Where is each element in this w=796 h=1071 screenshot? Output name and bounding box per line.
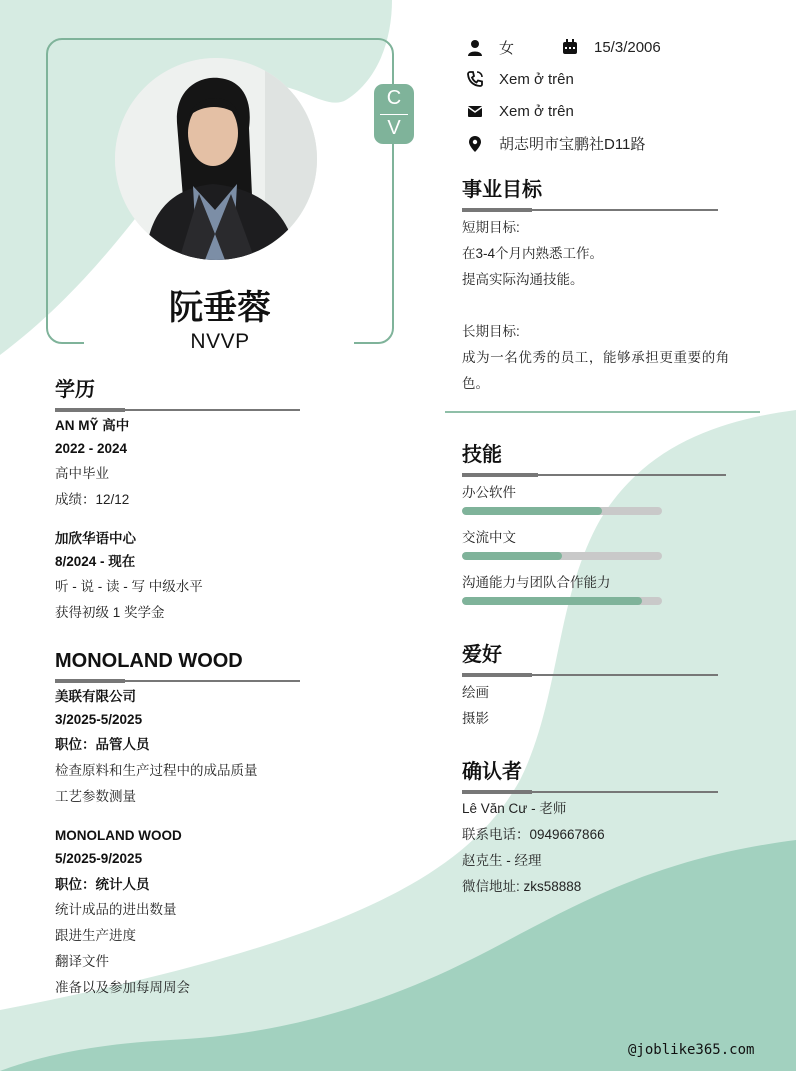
education-line: 获得初级 1 奖学金 <box>55 605 165 620</box>
cv-badge <box>374 84 414 144</box>
person-icon <box>465 38 485 58</box>
calendar-icon <box>560 37 580 57</box>
education-school: 加欣华语中心 <box>55 531 136 546</box>
cv-badge-divider <box>380 114 408 115</box>
references-rule <box>462 790 718 794</box>
experience-position: 职位：统计人员 <box>55 877 150 892</box>
objective-long-2: 色。 <box>462 376 489 391</box>
skill-label-office: 办公软件 <box>462 485 516 500</box>
education-title: 学历 <box>55 379 95 401</box>
reference-line: 联系电话：0949667866 <box>462 827 605 842</box>
experience-company: MONOLAND WOOD <box>55 828 182 843</box>
experience-company: 美联有限公司 <box>55 689 136 704</box>
hobby-item: 绘画 <box>462 685 489 700</box>
skill-bar-office-fill <box>462 507 602 515</box>
experience-period: 3/2025-5/2025 <box>55 712 143 727</box>
skill-bar-chinese-fill <box>462 552 562 560</box>
gender-value: 女 <box>499 40 515 57</box>
section-skills <box>462 443 726 477</box>
reference-line: Lê Văn Cư - 老师 <box>462 801 567 816</box>
contact-address <box>465 133 645 154</box>
candidate-role: NVVP <box>190 330 250 353</box>
experience-rule <box>55 679 300 683</box>
skill-bar-teamwork <box>462 597 662 605</box>
birthdate-value: 15/3/2006 <box>594 38 661 56</box>
skill-bar-office <box>462 507 662 515</box>
skill-bar-chinese <box>462 552 662 560</box>
experience-period: 5/2025-9/2025 <box>55 851 143 866</box>
objective-title: 事业目标 <box>462 179 542 201</box>
profile-photo <box>115 58 317 260</box>
contact-phone <box>465 69 574 89</box>
location-pin-icon <box>465 134 485 154</box>
cv-badge-c: C <box>386 87 402 109</box>
skill-bar-teamwork-fill <box>462 597 642 605</box>
objective-rule <box>462 208 718 212</box>
reference-line: 微信地址: zks58888 <box>462 879 582 894</box>
objective-short-2: 提高实际沟通技能。 <box>462 272 584 287</box>
skill-label-teamwork: 沟通能力与团队合作能力 <box>462 575 611 590</box>
experience-position: 职位：品管人员 <box>55 737 150 752</box>
email-value: Xem ở trên <box>499 102 574 120</box>
section-experience <box>55 649 300 683</box>
candidate-name: 阮垂蓉 <box>169 289 271 327</box>
cv-badge-v: V <box>387 117 401 139</box>
hobbies-rule <box>462 673 718 677</box>
contact-gender <box>465 37 514 58</box>
skills-rule <box>462 473 726 477</box>
experience-line: 准备以及参加每周周会 <box>55 980 190 995</box>
section-objective <box>462 178 718 212</box>
contact-birthdate <box>560 37 661 57</box>
phone-value: Xem ở trên <box>499 70 574 88</box>
education-school: AN MỸ 高中 <box>55 418 130 433</box>
references-title: 确认者 <box>462 761 522 783</box>
education-line: 听 - 说 - 读 - 写 中级水平 <box>55 579 203 594</box>
objective-long-1: 成为一名优秀的员工，能够承担更重要的角 <box>462 350 730 365</box>
experience-line: 翻译文件 <box>55 954 109 969</box>
education-rule <box>55 408 300 412</box>
skills-title: 技能 <box>462 444 502 466</box>
address-value: 胡志明市宝鹏社D11路 <box>499 136 646 153</box>
experience-line: 工艺参数测量 <box>55 789 136 804</box>
experience-line: 统计成品的进出数量 <box>55 902 177 917</box>
objective-long-label: 长期目标: <box>462 324 520 339</box>
objective-short-label: 短期目标: <box>462 220 520 235</box>
reference-line: 赵克生 - 经理 <box>462 853 542 868</box>
skill-label-chinese: 交流中文 <box>462 530 516 545</box>
right-column-divider <box>445 411 760 413</box>
hobbies-title: 爱好 <box>462 644 502 666</box>
phone-icon <box>465 69 485 89</box>
objective-short-1: 在3-4个月内熟悉工作。 <box>462 246 604 261</box>
section-references <box>462 760 718 794</box>
education-line: 高中毕业 <box>55 466 109 481</box>
experience-line: 跟进生产进度 <box>55 928 136 943</box>
hobby-item: 摄影 <box>462 711 489 726</box>
mail-icon <box>465 101 485 121</box>
education-period: 2022 - 2024 <box>55 441 128 456</box>
contact-email <box>465 101 574 121</box>
education-line: 成绩：12/12 <box>55 492 130 507</box>
experience-line: 检查原料和生产过程中的成品质量 <box>55 763 258 778</box>
experience-title: MONOLAND WOOD <box>55 650 243 672</box>
section-hobbies <box>462 643 718 677</box>
education-period: 8/2024 - 现在 <box>55 554 136 569</box>
section-education <box>55 378 300 412</box>
footer-handle: @joblike365.com <box>628 1042 755 1058</box>
